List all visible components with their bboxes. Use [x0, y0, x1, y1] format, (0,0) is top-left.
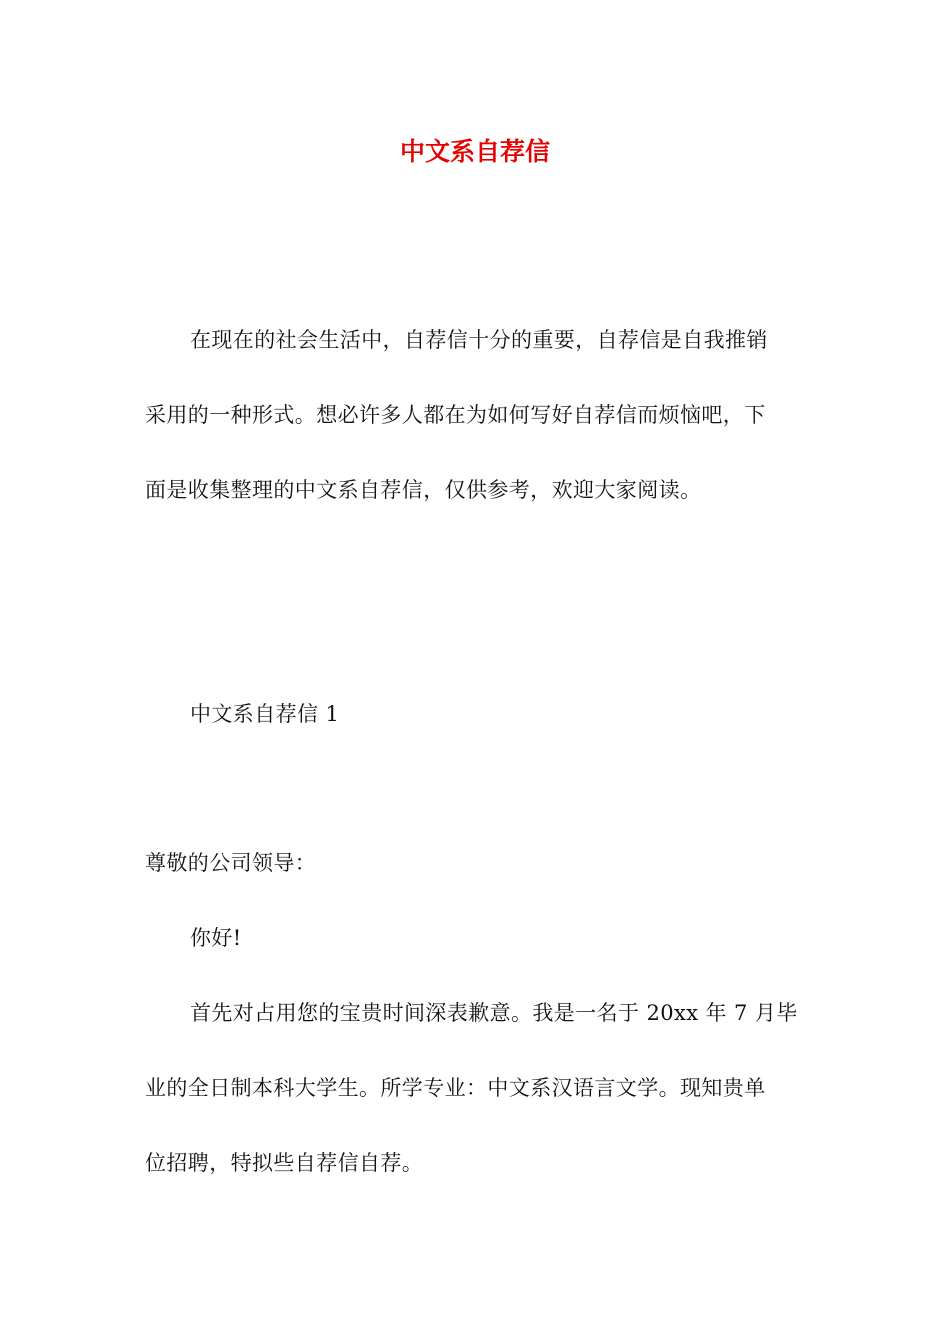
intro-line: 面是收集整理的中文系自荐信，仅供参考，欢迎大家阅读。	[145, 478, 702, 502]
intro-line: 在现在的社会生活中，自荐信十分的重要，自荐信是自我推销	[190, 328, 768, 352]
intro-line: 采用的一种形式。想必许多人都在为如何写好自荐信而烦恼吧，下	[145, 403, 766, 427]
body-line: 位招聘，特拟些自荐信自荐。	[145, 1151, 424, 1175]
salutation: 尊敬的公司领导：	[145, 851, 317, 875]
body-line: 业的全日制本科大学生。所学专业：中文系汉语言文学。现知贵单	[145, 1076, 766, 1100]
section-heading: 中文系自荐信 1	[190, 702, 340, 726]
document-title: 中文系自荐信	[399, 137, 550, 166]
body-line: 首先对占用您的宝贵时间深表歉意。我是一名于 20xx 年 7 月毕	[190, 1001, 798, 1025]
greeting: 你好!	[190, 926, 242, 950]
